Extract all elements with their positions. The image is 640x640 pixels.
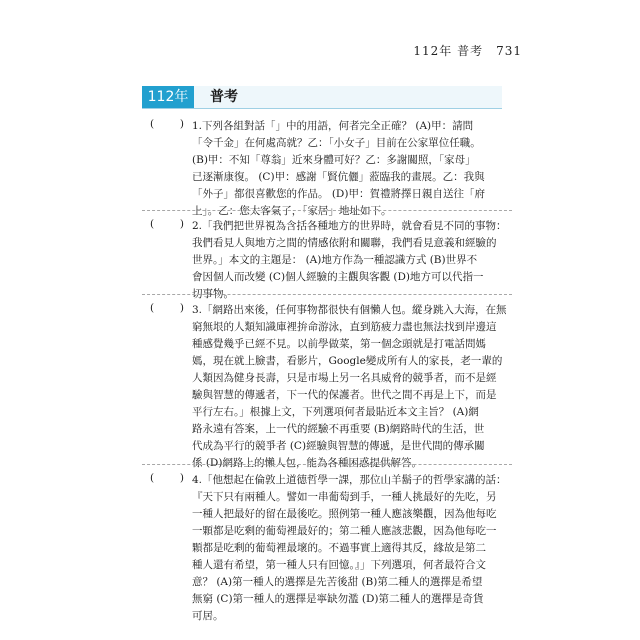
- answer-blank-open: (: [150, 302, 155, 314]
- section-banner: [142, 86, 502, 109]
- year-tag: 112年: [142, 86, 194, 108]
- running-header: 112年 普考 731: [413, 44, 522, 58]
- answer-blank-close: ): [179, 218, 184, 230]
- answer-blank-open: (: [150, 472, 155, 484]
- question-text: 4.「他想起在倫敦上道德哲學一課，那位山羊鬍子的哲學家講的話： 『天下只有兩種人。譬如一串葡萄到手，一種人挑最好的先吃，另 一種人把最好的留在最後吃。照例第一種人應該樂觀，因為他每吃 一顆都是吃剩的葡萄裡最好的；第二種人應該悲觀，因為他每吃一 顆都是吃剩的葡萄裡最壞的。不過事實上適得其反，緣故是第二 種人還有希望，第一種人只有回憶。』」下列選項，何者最符合文 意？ (A)第一種人的選擇是先苦後甜 (B)第二種人的選擇是希望 無窮 (C)第一種人的選擇是寧缺勿濫 (D)第二種人的選擇是奇貨 可居。: [192, 474, 507, 622]
- question-divider: [142, 464, 512, 465]
- question-4: [150, 472, 510, 625]
- question-2: [150, 218, 510, 303]
- answer-blank-close: ): [179, 472, 184, 484]
- answer-blank: [150, 302, 184, 314]
- answer-blank-close: ): [179, 302, 184, 314]
- answer-blank-open: (: [150, 118, 155, 130]
- question-text: 3.「網路出來後，任何事物都很快有個懶人包。縱身跳入大海，在無 窮無垠的人類知識庫裡拚命游泳，直到筋疲力盡也無法找到岸邊這 種感覺幾乎已經不見。以前學做菜，第一個念頭就是打電話問媽 媽，現在就上臉書，看影片，Google變成所有人的家長，老一輩的 人類因為健身長壽，只是市場上另一名具威脅的競爭者，而不是經 驗與智慧的傳遞者，下一代的保護者。世代之間不再是上下，而是 平行左右。」根據上文，下列選項何者最貼近本文主旨？ (A)網 路永遠有答案，上一代的經驗不再重要 (B)網路時代的生活，世 代成為平行的競爭者 (C)經驗與智慧的傳遞，是世代間的傳承關 係 (D)網路上的懶人包，能為各種困惑提供解答。: [192, 304, 507, 469]
- answer-blank: [150, 118, 184, 130]
- question-text: 2.「我們把世界視為含括各種地方的世界時，就會看見不同的事物： 我們看見人與地方之間的情感依附和關聯，我們看見意義和經驗的 世界。」本文的主題是： (A)地方作為一種認識方式 (B)世界不 會因個人而改變 (C)個人經驗的主觀與客觀 (D)地方可以代指一 切事物。: [192, 220, 507, 300]
- answer-blank-close: ): [179, 118, 184, 130]
- question-1: [150, 118, 510, 220]
- answer-blank-open: (: [150, 218, 155, 230]
- question-divider: [142, 294, 512, 295]
- question-text: 1.下列各組對話「」中的用語，何者完全正確？ (A)甲：請問 「令千金」在何處高就？乙：「小女子」目前在公家單位任職。 (B)甲：不知「尊翁」近來身體可好？乙：多謝關照，「家母」 已逐漸康復。 (C)甲：感謝「賢伉儷」蒞臨我的畫展。乙：我與 「外子」都很喜歡您的作品。 (D)甲：賀禮將擇日親自送往「府 上」。乙：您太客氣了，「家居」地址如下。: [192, 120, 485, 217]
- answer-blank: [150, 218, 184, 230]
- answer-blank: [150, 472, 184, 484]
- question-3: [150, 302, 510, 472]
- exam-title: 普考: [210, 89, 238, 105]
- question-divider: [142, 210, 512, 211]
